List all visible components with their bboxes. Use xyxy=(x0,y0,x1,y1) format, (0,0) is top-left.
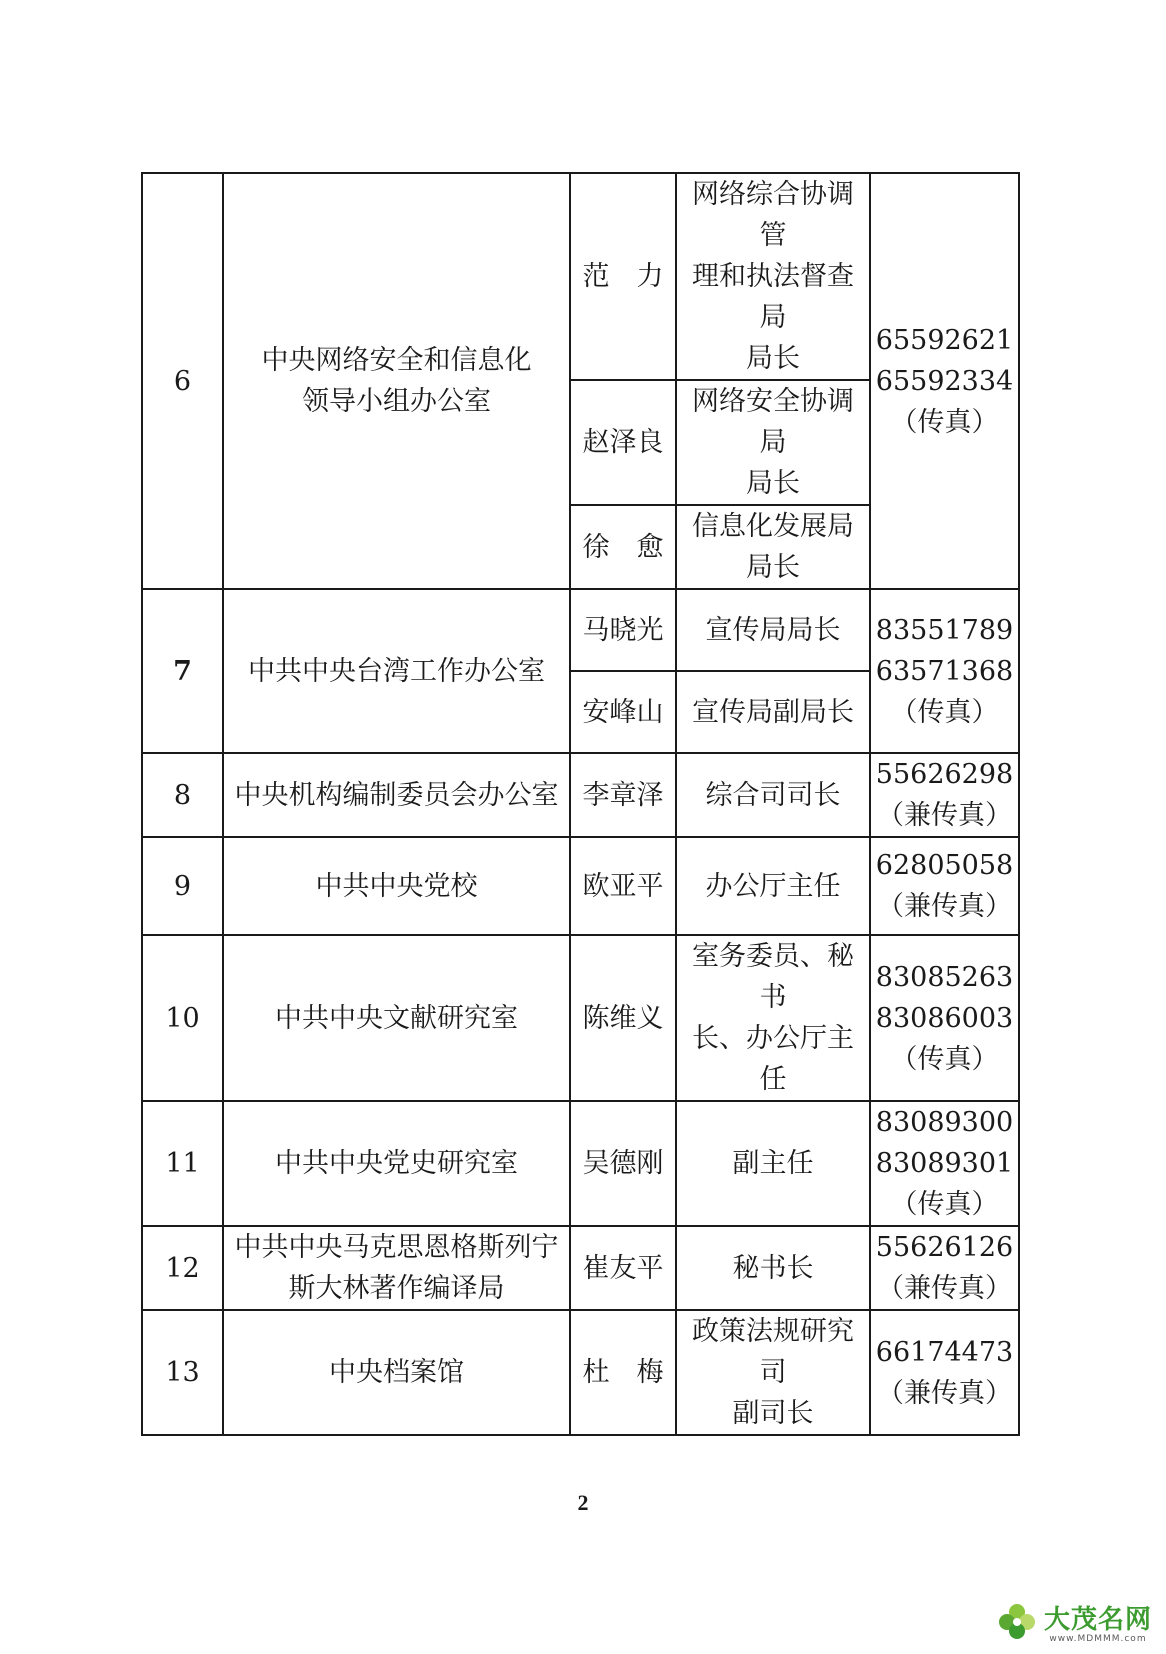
contact-name xyxy=(570,589,676,671)
contact-title-line: 长、办公厅主任 xyxy=(692,1023,854,1095)
table-row xyxy=(142,173,1019,380)
contact-title-line: 政策法规研究司 xyxy=(692,1316,854,1388)
contact-title-line: 秘书长 xyxy=(732,1252,814,1284)
contact-name xyxy=(570,505,676,589)
contacts-table xyxy=(141,172,1020,1436)
phone-number-line: 65592621 xyxy=(875,324,1014,356)
table-row xyxy=(142,753,1019,837)
contact-title-line: 办公厅主任 xyxy=(705,870,841,902)
phone-number-line: （传真） xyxy=(890,406,999,438)
contact-name xyxy=(570,380,676,505)
contact-name xyxy=(570,1310,676,1435)
phone-number-line: 65592334 xyxy=(875,365,1014,397)
phone-number-line: 55626298 xyxy=(875,759,1014,790)
organization-name xyxy=(223,1310,570,1435)
contact-title xyxy=(676,380,870,505)
contact-name-text: 马晓光 xyxy=(582,614,664,646)
contact-title xyxy=(676,1226,870,1310)
organization-name-line: 中共中央马克思恩格斯列宁 xyxy=(234,1232,559,1263)
contact-title xyxy=(676,935,870,1101)
phone-number-line: 66174473 xyxy=(875,1336,1014,1368)
contact-title xyxy=(676,1101,870,1226)
contact-title-line: 网络安全协调局 xyxy=(692,386,854,458)
contact-name-text: 赵泽良 xyxy=(582,427,664,458)
phone-number xyxy=(870,589,1019,753)
organization-name-line: 中央网络安全和信息化 xyxy=(261,345,532,376)
phone-number xyxy=(870,837,1019,935)
organization-name-line: 中共中央党史研究室 xyxy=(275,1148,518,1179)
contact-title xyxy=(676,173,870,380)
contact-name xyxy=(570,753,676,837)
phone-number-line: 55626126 xyxy=(875,1232,1014,1263)
contact-title xyxy=(676,1310,870,1435)
contact-name xyxy=(570,935,676,1101)
phone-number xyxy=(870,935,1019,1101)
row-number: 9 xyxy=(142,837,223,935)
organization-name xyxy=(223,173,570,589)
phone-number xyxy=(870,173,1019,589)
contact-name xyxy=(570,837,676,935)
organization-name xyxy=(223,1226,570,1310)
organization-name-line: 中央档案馆 xyxy=(329,1357,464,1388)
contact-title-line: 局长 xyxy=(746,552,800,583)
organization-name xyxy=(223,837,570,935)
organization-name-line: 领导小组办公室 xyxy=(302,386,491,417)
watermark-site-name: 大茂名网 xyxy=(1043,1605,1152,1635)
table-row xyxy=(142,589,1019,671)
contact-name-text: 李章泽 xyxy=(582,779,664,811)
organization-name-line: 中央机构编制委员会办公室 xyxy=(234,779,559,811)
contact-name-text: 杜 梅 xyxy=(582,1357,664,1388)
row-number: 12 xyxy=(142,1226,223,1310)
phone-number-line: （兼传真） xyxy=(877,800,1012,831)
contact-name-text: 吴德刚 xyxy=(582,1148,664,1179)
site-watermark xyxy=(996,1599,1152,1644)
organization-name xyxy=(223,589,570,753)
contact-title-line: 理和执法督查局 xyxy=(692,261,854,333)
page-number: 2 xyxy=(577,1490,589,1515)
contact-title-line: 宣传局副局长 xyxy=(692,696,854,728)
row-number: 13 xyxy=(142,1310,223,1435)
contact-name xyxy=(570,1101,676,1226)
organization-name-line: 中共中央台湾工作办公室 xyxy=(248,655,545,687)
contact-title-line: 宣传局局长 xyxy=(705,614,841,646)
phone-number xyxy=(870,1101,1019,1226)
contact-title-line: 副司长 xyxy=(732,1398,814,1429)
phone-number-line: 63571368 xyxy=(875,655,1014,687)
row-number: 11 xyxy=(142,1101,223,1226)
table-row xyxy=(142,1101,1019,1226)
organization-name-line: 斯大林著作编译局 xyxy=(288,1273,505,1304)
contact-title-line: 局长 xyxy=(746,343,800,374)
phone-number-line: 83551789 xyxy=(875,614,1014,646)
contact-title-line: 综合司司长 xyxy=(705,779,841,811)
contact-name-text: 欧亚平 xyxy=(582,870,664,902)
contact-title xyxy=(676,505,870,589)
table-row xyxy=(142,1226,1019,1310)
contact-title-line: 网络综合协调管 xyxy=(692,179,854,251)
contact-name xyxy=(570,1226,676,1310)
row-number: 6 xyxy=(142,173,223,589)
phone-number-line: （兼传真） xyxy=(877,1377,1012,1409)
phone-number xyxy=(870,753,1019,837)
phone-number-line: （传真） xyxy=(890,1189,999,1220)
contact-title-line: 信息化发展局 xyxy=(692,511,854,542)
contact-title-line: 局长 xyxy=(746,468,800,499)
phone-number-line: （兼传真） xyxy=(877,891,1012,922)
row-number: 10 xyxy=(142,935,223,1101)
phone-number-line: 83085263 xyxy=(875,961,1014,993)
organization-name-line: 中共中央党校 xyxy=(315,870,478,902)
phone-number-line: （传真） xyxy=(890,1043,999,1075)
phone-number-line: 83089300 xyxy=(875,1107,1014,1138)
contact-name-text: 范 力 xyxy=(582,261,664,292)
phone-number-line: 83089301 xyxy=(875,1148,1014,1179)
clover-leaf-icon xyxy=(996,1601,1038,1643)
contact-title xyxy=(676,753,870,837)
phone-number xyxy=(870,1310,1019,1435)
phone-number-line: 83086003 xyxy=(875,1002,1014,1034)
contact-title xyxy=(676,671,870,753)
contact-name xyxy=(570,671,676,753)
table-row xyxy=(142,935,1019,1101)
organization-name xyxy=(223,1101,570,1226)
contact-title-line: 副主任 xyxy=(732,1148,814,1179)
contact-title xyxy=(676,589,870,671)
contact-name-text: 陈维义 xyxy=(582,1002,664,1034)
contact-name-text: 徐 愈 xyxy=(582,531,664,563)
phone-number xyxy=(870,1226,1019,1310)
phone-number-line: （兼传真） xyxy=(877,1273,1012,1304)
organization-name-line: 中共中央文献研究室 xyxy=(275,1002,518,1034)
watermark-site-url: www.MDMMM.com xyxy=(1049,1634,1147,1644)
contact-name-text: 安峰山 xyxy=(582,696,664,728)
table-row xyxy=(142,837,1019,935)
phone-number-line: 62805058 xyxy=(875,850,1014,881)
row-number: 8 xyxy=(142,753,223,837)
organization-name xyxy=(223,935,570,1101)
table-row xyxy=(142,1310,1019,1435)
contact-title-line: 室务委员、秘书 xyxy=(692,941,854,1013)
contact-name-text: 崔友平 xyxy=(582,1252,664,1284)
contact-name xyxy=(570,173,676,380)
contact-title xyxy=(676,837,870,935)
row-number: 7 xyxy=(142,589,223,753)
phone-number-line: （传真） xyxy=(890,696,999,728)
organization-name xyxy=(223,753,570,837)
